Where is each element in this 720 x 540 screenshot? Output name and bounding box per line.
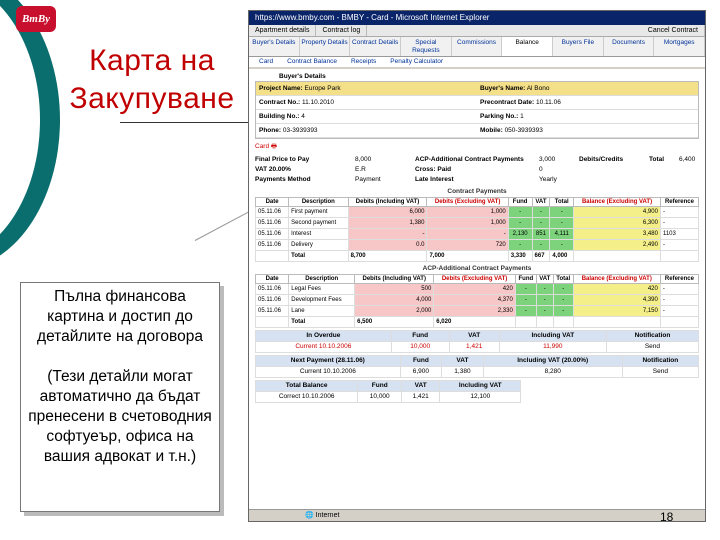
table-row[interactable]: 05.11.06 Delivery 0.0 720 - - - 2,490 -: [256, 240, 699, 251]
table-row[interactable]: 05.11.06 Lane 2,000 2,330 - - - 7,150 -: [256, 306, 699, 317]
title-line-2: Закупуване: [69, 82, 235, 115]
card-label: Card 🖶: [255, 143, 278, 150]
acp-payments-table: Date Description Debits (Including VAT) Debits (Excluding VAT) Fund VAT Total Balance (Excluding VAT) Reference 05.11.06 Legal Fees 500 420 - - - 420 - 05.11.06 Development Fees 4,000 4,370 - - - 4,390 - 05.11.06 Lane 2,000 2,330 - - - 7,150 - Total 6,500 6,020: [255, 274, 699, 328]
info-buyer: Buyer's Name: Al Bono: [477, 82, 698, 96]
subtab-card[interactable]: Card: [259, 58, 274, 65]
table-row[interactable]: Current 10.10.2006 6,900 1,380 8,280 Send: [256, 367, 699, 378]
subtab-bar: [249, 57, 705, 67]
tab-buyers-details[interactable]: Buyer's Details: [249, 37, 300, 56]
info-mobile: Mobile: 050-3939393: [477, 124, 698, 138]
overdue-table: In Overdue Fund VAT Including VAT Notification Current 10.10.2006 10,000 1,421 11,990 Send: [255, 330, 699, 353]
page-content: [249, 69, 705, 509]
top-nav: [249, 25, 705, 37]
acp-payments-caption: ACP-Additional Contract Payments: [422, 265, 532, 272]
info-project: Project Name: Europe Park: [256, 82, 477, 96]
section-label: Buyer's Details: [279, 73, 326, 80]
info-phone: Phone: 03-3939393: [256, 124, 477, 138]
balance-summary: Final Price to Pay 8,000 ACP-Additional Contract Payments 3,000 Debits/Credits Total 6,400 VAT 20.00% E.R Cross: Paid 0 Payments Method Payment Late Interest Yearly: [255, 156, 696, 183]
tab-balance[interactable]: Balance: [502, 37, 553, 56]
status-text: Internet: [315, 512, 340, 519]
info-precontract: Precontract Date: 10.11.06: [477, 96, 698, 110]
tab-documents[interactable]: Documents: [604, 37, 655, 56]
table-row[interactable]: 05.11.06 Second payment 1,380 1,000 - - - 6,300 -: [256, 218, 699, 229]
subtab-contract-balance[interactable]: Contract Balance: [287, 58, 337, 65]
contract-payments-table: Date Description Debits (Including VAT) Debits (Excluding VAT) Fund VAT Total Balance (Excluding VAT) Reference 05.11.06 First payment 6,000 1,000 - - - 4,900 - 05.11.06 Second payment 1,380 1,000 - - - 6,300 - 05.11.06 Interest - - 2,130 851 4,111 3,480 1103 05.11.06 Delivery 0.0 720 - - - 2,490 - Total 8,700 7,000 3,330 667 4,000: [255, 197, 699, 262]
table-row[interactable]: 05.11.06 First payment 6,000 1,000 - - - 4,900 -: [256, 207, 699, 218]
tab-contract-details[interactable]: Contract Details: [350, 37, 401, 56]
title-line-1: Карта на: [89, 44, 215, 77]
bmby-logo: BmBy: [16, 6, 56, 32]
page-number: 18: [660, 510, 674, 524]
callout-note-text: (Тези детайли могат автоматично да бъдат пренесени в счетоводния софтуеър, офиса на вашия адвокат и т.н.): [28, 368, 212, 465]
browser-titlebar: https://www.bmby.com - BMBY - Card - Microsoft Internet Explorer: [249, 11, 705, 25]
browser-statusbar: [249, 509, 705, 521]
divider: [120, 122, 260, 123]
table-total-row: Total 8,700 7,000 3,330 667 4,000: [256, 251, 699, 262]
table-row[interactable]: 05.11.06 Interest - - 2,130 851 4,111 3,480 1103: [256, 229, 699, 240]
callout-box: [20, 282, 220, 512]
tab-mortgages[interactable]: Mortgages: [654, 37, 705, 56]
top-link[interactable]: Apartment details: [249, 25, 316, 36]
table-row: Correct 10.10.2006 10,000 1,421 12,100: [256, 392, 521, 403]
contract-payments-caption: Contract Payments: [447, 188, 507, 195]
slide-title: [52, 42, 252, 118]
table-total-row: Total 6,500 6,020: [256, 317, 699, 328]
subtab-receipts[interactable]: Receipts: [350, 58, 377, 65]
info-parking: Parking No.: 1: [477, 110, 698, 124]
callout-main-text: Пълна финансова картина и достип до детайлите на договора: [37, 288, 203, 345]
tab-bar: [249, 37, 705, 57]
tab-commissions[interactable]: Commissions: [452, 37, 503, 56]
buyer-info-grid: [255, 81, 699, 139]
table-row[interactable]: 05.11.06 Legal Fees 500 420 - - - 420 -: [256, 284, 699, 295]
info-building: Building No.: 4: [256, 110, 477, 124]
info-contract-no: Contract No.: 11.10.2010: [256, 96, 477, 110]
subtab-penalty-calculator[interactable]: Penalty Calculator: [390, 58, 444, 65]
tab-buyers-file[interactable]: Buyers File: [553, 37, 604, 56]
browser-screenshot: [248, 10, 706, 522]
top-link[interactable]: Contract log: [316, 25, 367, 36]
globe-icon: 🌐: [305, 512, 314, 519]
total-balance-table: Total Balance Fund VAT Including VAT Correct 10.10.2006 10,000 1,421 12,100: [255, 380, 521, 403]
table-row[interactable]: Current 10.10.2006 10,000 1,421 11,990 Send: [256, 342, 699, 353]
table-row[interactable]: 05.11.06 Development Fees 4,000 4,370 - - - 4,390 -: [256, 295, 699, 306]
tab-special-requests[interactable]: Special Requests: [401, 37, 452, 56]
send-link[interactable]: Send: [622, 367, 698, 378]
send-link[interactable]: Send: [606, 342, 698, 353]
print-icon[interactable]: 🖶: [270, 143, 278, 150]
next-payment-table: Next Payment (28.11.06) Fund VAT Including VAT (20.00%) Notification Current 10.10.2006 6,900 1,380 8,280 Send: [255, 355, 699, 378]
top-link[interactable]: Cancel Contract: [642, 25, 705, 36]
tab-property-details[interactable]: Property Details: [300, 37, 351, 56]
